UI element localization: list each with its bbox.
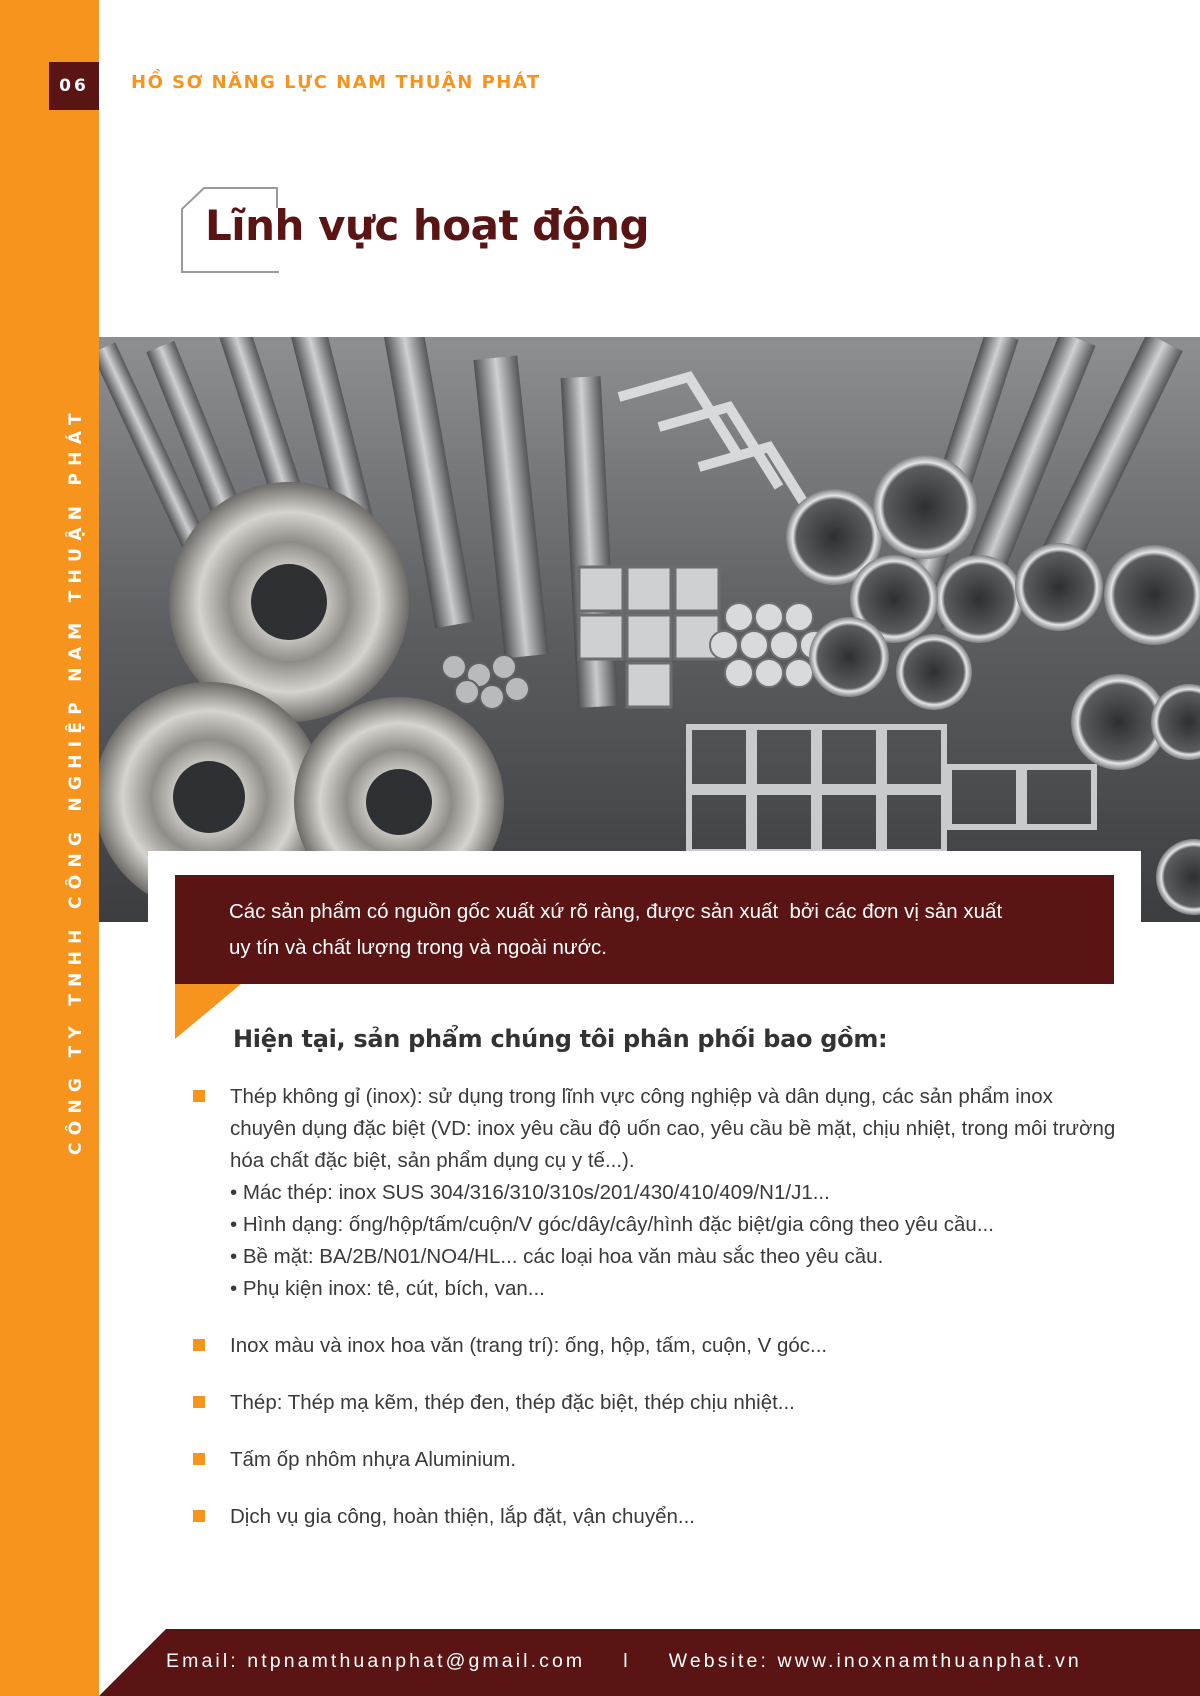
list-item: [193, 1501, 1123, 1533]
list-item-text: Tấm ốp nhôm nhựa Aluminium.: [230, 1448, 517, 1471]
intro-box: [175, 875, 1114, 984]
orange-corner-triangle: [175, 984, 241, 1039]
square-bullet-icon: [193, 1396, 205, 1408]
list-item: [193, 1387, 1123, 1419]
intro-line-2: uy tín và chất lượng trong và ngoài nước.: [229, 936, 607, 959]
steel-products-photo: [99, 337, 1200, 922]
list-item: [193, 1444, 1123, 1476]
footer-email-link[interactable]: Email: ntpnamthuanphat@gmail.com: [166, 1650, 586, 1672]
footer-website-link[interactable]: Website: www.inoxnamthuanphat.vn: [668, 1650, 1082, 1672]
detail-line: • Phụ kiện inox: tê, cút, bích, van...: [230, 1277, 545, 1300]
list-item-text: Thép: Thép mạ kẽm, thép đen, thép đặc biệt, thép chịu nhiệt...: [230, 1391, 795, 1414]
detail-line: • Hình dạng: ống/hộp/tấm/cuộn/V góc/dây/cây/hình đặc biệt/gia công theo yêu cầu...: [230, 1213, 994, 1236]
square-bullet-icon: [193, 1453, 205, 1465]
list-item-text: Dịch vụ gia công, hoàn thiện, lắp đặt, vận chuyển...: [230, 1505, 695, 1528]
list-item-text: Inox màu và inox hoa văn (trang trí): ống, hộp, tấm, cuộn, V góc...: [230, 1334, 828, 1357]
detail-line: • Bề mặt: BA/2B/N01/NO4/HL... các loại hoa văn màu sắc theo yêu cầu.: [230, 1245, 884, 1268]
page-number: 06: [49, 62, 99, 110]
square-bullet-icon: [193, 1339, 205, 1351]
list-item: [193, 1081, 1123, 1305]
sidebar-company-name: CÔNG TY TNHH CÔNG NGHIỆP NAM THUẬN PHÁT: [66, 406, 86, 1155]
products-heading: Hiện tại, sản phẩm chúng tôi phân phối bao gồm:: [233, 1025, 888, 1053]
product-list: [193, 1081, 1123, 1558]
square-bullet-icon: [193, 1510, 205, 1522]
footer-contact: [166, 1650, 1126, 1673]
square-bullet-icon: [193, 1090, 205, 1102]
list-item: [193, 1330, 1123, 1362]
list-item-text: Thép không gỉ (inox): sử dụng trong lĩnh vực công nghiệp và dân dụng, các sản phẩm inox chuyên dụng đặc biệt (VD: inox yêu cầu độ uốn cao, yêu cầu bề mặt, chịu nhiệt, trong môi trường hóa chất đặc biệt, sản phẩm dụng cụ y tế...).: [230, 1085, 1116, 1172]
footer-separator: l: [623, 1650, 631, 1672]
detail-line: • Mác thép: inox SUS 304/316/310/310s/201/430/410/409/N1/J1...: [230, 1181, 830, 1204]
section-title: Lĩnh vực hoạt động: [205, 201, 650, 250]
intro-line-1: Các sản phẩm có nguồn gốc xuất xứ rõ ràng, được sản xuất bởi các đơn vị sản xuất: [229, 900, 1003, 923]
header-title: HỒ SƠ NĂNG LỰC NAM THUẬN PHÁT: [131, 72, 541, 93]
